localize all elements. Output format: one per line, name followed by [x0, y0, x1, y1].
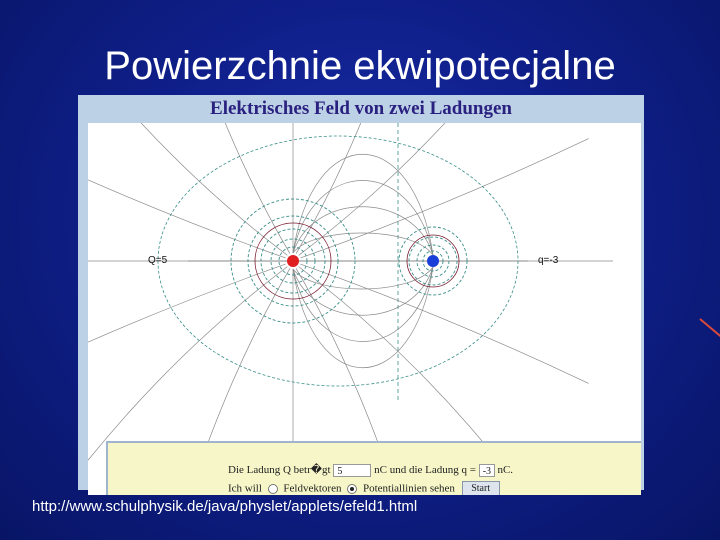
vectors-radio[interactable] [268, 484, 278, 494]
Q-input[interactable]: 5 [333, 464, 371, 477]
option-vectors-label: Feldvektoren [283, 482, 342, 495]
field-line [293, 267, 433, 315]
row1-prefix: Die Ladung Q betr�gt [228, 464, 331, 476]
row1-middle: nC und die Ladung q = [374, 464, 476, 476]
slide-title: Powierzchnie ekwipotecjalne [104, 44, 616, 88]
field-line [171, 123, 290, 254]
positive-charge [287, 255, 299, 267]
field-line [88, 139, 286, 258]
q-input[interactable]: -3 [479, 464, 495, 477]
option-potential-label: Potentiallinien sehen [362, 482, 455, 495]
applet-window [78, 95, 644, 495]
row1-suffix: nC. [497, 464, 514, 476]
field-diagram [88, 123, 641, 495]
field-line [293, 207, 433, 255]
field-line [293, 233, 433, 255]
start-button[interactable]: Start [462, 481, 500, 495]
negative-charge [427, 255, 439, 267]
charge-q-label: Q=5 [148, 255, 168, 266]
potential-radio[interactable] [347, 484, 357, 494]
field-line [300, 139, 588, 258]
charge-q2-label: q=-3 [538, 255, 559, 266]
display-option-row [228, 481, 500, 495]
decorative-line [699, 318, 720, 339]
control-panel [106, 441, 641, 495]
field-canvas[interactable] [88, 123, 641, 495]
field-line [88, 123, 287, 255]
field-line [88, 264, 286, 383]
source-url: http://www.schulphysik.de/java/physlet/applets/efeld1.html [32, 498, 418, 515]
applet-title: Elektrisches Feld von zwei Ladungen [210, 98, 512, 119]
charge-input-row [228, 463, 513, 477]
row2-prefix: Ich will [228, 482, 262, 495]
